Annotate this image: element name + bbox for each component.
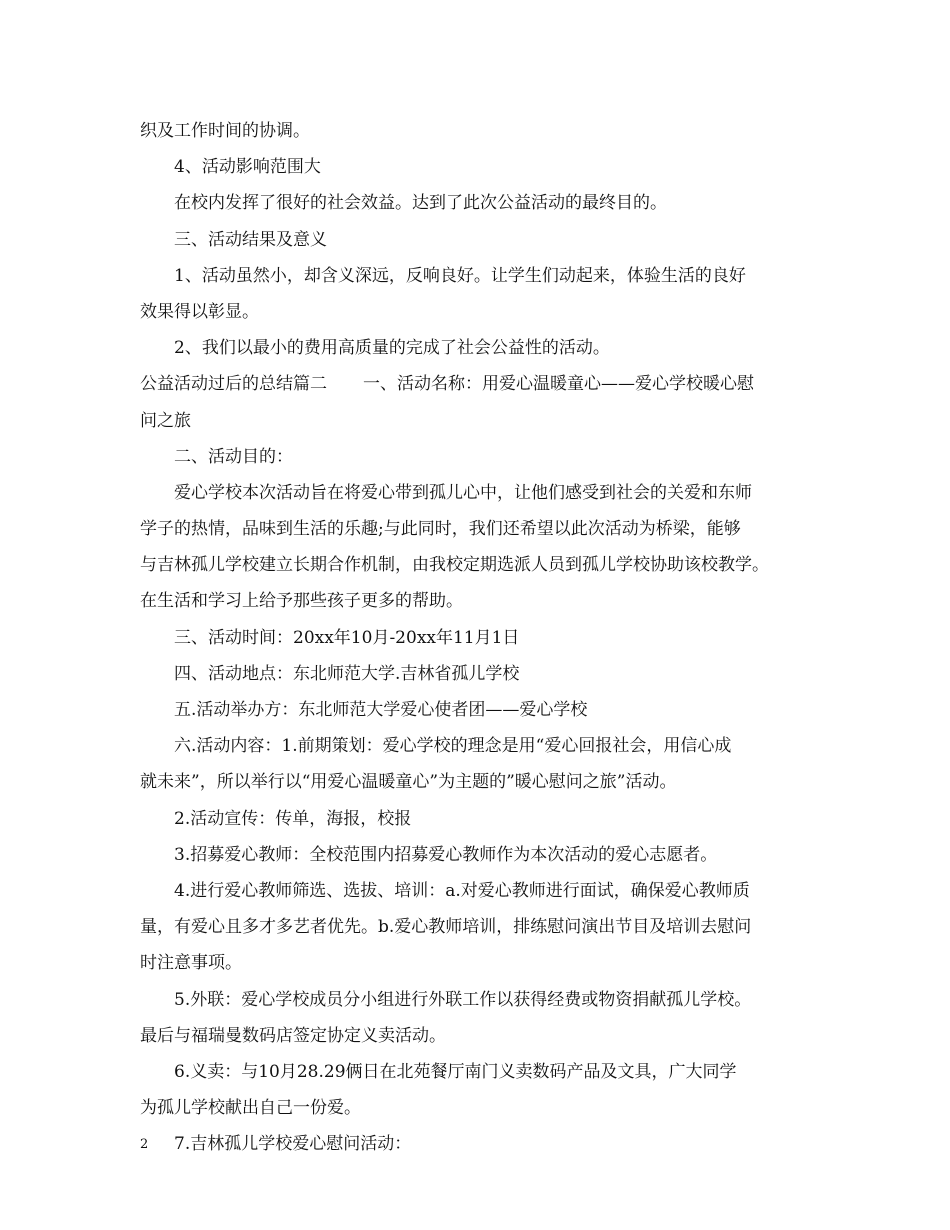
body-line: 爱心学校本次活动旨在将爱心带到孤儿心中，让他们感受到社会的关爱和东师 (174, 482, 752, 503)
body-line: 4、活动影响范围大 (174, 157, 321, 178)
body-line: 为孤儿学校献出自己一份爱。 (140, 1098, 361, 1119)
document-body (140, 113, 812, 1162)
body-line: 6.义卖：与10月28.29俩日在北苑餐厅南门义卖数码产品及文具，广大同学 (174, 1061, 737, 1082)
body-line: 5.外联：爱心学校成员分小组进行外联工作以获得经费或物资捐献孤儿学校。 (174, 989, 752, 1010)
body-line: 4.进行爱心教师筛选、选拔、培训：a.对爱心教师进行面试，确保爱心教师质 (174, 880, 750, 901)
body-line: 四、活动地点：东北师范大学.吉林省孤儿学校 (174, 663, 520, 684)
section-heading: 三、活动结果及意义 (174, 229, 327, 250)
body-line: 与吉林孤儿学校建立长期合作机制，由我校定期选派人员到孤儿学校协助该校教学。 (140, 555, 769, 576)
body-line: 2、我们以最小的费用高质量的完成了社会公益性的活动。 (174, 338, 610, 359)
body-line: 在校内发挥了很好的社会效益。达到了此次公益活动的最终目的。 (174, 193, 667, 214)
body-line: 织及工作时间的协调。 (140, 121, 310, 141)
body-line: 1、活动虽然小，却含义深远，反响良好。让学生们动起来，体验生活的良好 (174, 265, 746, 286)
page-number: 2 (140, 1137, 149, 1152)
body-line: 3.招募爱心教师：全校范围内招募爱心教师作为本次活动的爱心志愿者。 (174, 844, 718, 865)
section-title-line (140, 366, 812, 402)
body-line: 量，有爱心且多才多艺者优先。b.爱心教师培训，排练慰问演出节目及培训去慰问 (140, 917, 752, 938)
body-line: 六.活动内容：1.前期策划：爱心学校的理念是用“爱心回报社会，用信心成 (174, 736, 732, 757)
activity-name: 一、活动名称：用爱心温暖童心——爱心学校暖心慰 (363, 374, 754, 395)
body-line: 7.吉林孤儿学校爱心慰问活动： (174, 1134, 412, 1155)
body-line: 五.活动举办方：东北师范大学爱心使者团——爱心学校 (174, 700, 588, 720)
body-line: 学子的热情，品味到生活的乐趣;与此同时，我们还希望以此次活动为桥梁，能够 (140, 519, 741, 540)
body-line: 2.活动宣传：传单，海报，校报 (174, 808, 412, 829)
body-line: 效果得以彰显。 (140, 301, 259, 322)
section-title: 公益活动过后的总结篇二 (140, 374, 327, 395)
body-line: 就未来”，所以举行以“用爱心温暖童心”为主题的”暖心慰问之旅”活动。 (140, 772, 677, 793)
body-line: 在生活和学习上给予那些孩子更多的帮助。 (140, 591, 463, 612)
body-line: 三、活动时间：20xx年10月-20xx年11月1日 (174, 627, 520, 648)
section-heading: 二、活动目的： (174, 446, 293, 467)
body-line: 问之旅 (140, 410, 191, 431)
body-line: 时注意事项。 (140, 953, 242, 974)
body-line: 最后与福瑞曼数码店签定协定义卖活动。 (140, 1025, 446, 1046)
